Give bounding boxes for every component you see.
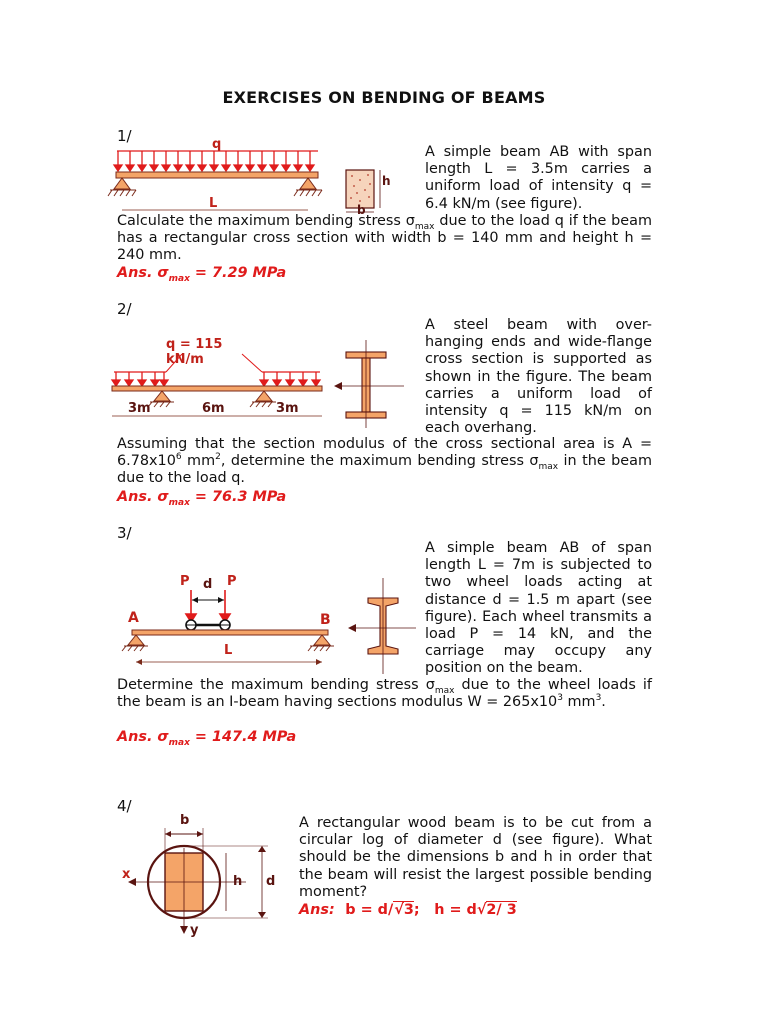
- exercise-4-number: 4/: [117, 797, 132, 815]
- exercise-1-beam-figure: [108, 138, 428, 218]
- distance-label-d: d: [203, 577, 213, 592]
- exercise-3-beam-figure: [120, 570, 420, 680]
- exercise-3-answer: Ans. $\sigma_{max} = 147.4$ MPa: [117, 729, 297, 748]
- dim-label-h: h: [233, 874, 243, 889]
- beam: [116, 172, 318, 178]
- exercise-1-number: 1/: [117, 127, 132, 145]
- exercise-4-answer: Ans: b = d/√3; h = d√2/ 3: [299, 902, 517, 918]
- answer-label: Ans:: [299, 902, 335, 918]
- wheel-loads: [186, 590, 230, 622]
- exercise-1-task: Calculate the maximum bending stress $\sigma_{max}$ due to the load q if the beam has a rectangular cross section with width b = 140 mm and height h = 240 mm.: [117, 213, 652, 264]
- dim-label-d: d: [266, 874, 276, 889]
- answer-b: b = d/: [345, 902, 394, 918]
- dim-mid: 6m: [202, 401, 225, 416]
- support-label-B: B: [320, 612, 331, 628]
- load-label-P1: P: [180, 574, 190, 589]
- height-label-h: h: [382, 174, 391, 188]
- right-support: [294, 178, 322, 196]
- span-label-L: L: [209, 196, 218, 211]
- exercise-2-task: Assuming that the section modulus of the cross sectional area is $A = 6.78x10^6$ $mm^2$, determine the maximum bending stress $\sigma_{max}$ in the beam due to the load q.: [117, 436, 652, 487]
- page-title: EXERCISES ON BENDING OF BEAMS: [222, 88, 546, 107]
- exercise-4-log-figure: [118, 808, 288, 938]
- exercise-3-number: 3/: [117, 524, 132, 542]
- left-support: [122, 635, 148, 651]
- left-support: [108, 178, 136, 196]
- width-label-b: b: [357, 203, 366, 217]
- support-1: [148, 391, 174, 407]
- exercise-2-number: 2/: [117, 300, 132, 318]
- support-label-A: A: [128, 610, 139, 626]
- dim-left: 3m: [128, 401, 151, 416]
- span-label-L: L: [224, 643, 233, 658]
- exercise-4-description: A rectangular wood beam is to be cut from a circular log of diameter d (see figure). What should be the dimensions b and h in order that the beam will resist the largest possible bending moment?: [299, 815, 652, 900]
- beam: [112, 386, 322, 391]
- support-2: [250, 391, 276, 407]
- answer-h: h = d: [434, 902, 477, 918]
- load-label-q: q: [212, 137, 222, 152]
- right-overhang-load: [242, 354, 320, 386]
- distributed-load-arrows: [114, 151, 318, 171]
- axis-label-y: y: [190, 923, 199, 938]
- load-label-P2: P: [227, 574, 237, 589]
- exercise-3-description: A simple beam AB of span length L = 7m is subjected to two wheel loads acting at distance d = 1.5 m apart (see figure). Each wheel transmits a load P = 14 kN, and the carriage may occupy any position on the beam.: [425, 540, 652, 677]
- right-support: [308, 635, 334, 651]
- dim-label-b: b: [180, 813, 190, 828]
- exercise-2-description: A steel beam with over-hanging ends and wide-flange cross section is supported as shown in the figure. The beam carries a uniform load of intensity q = 115 kN/m on each overhang.: [425, 317, 652, 437]
- exercise-2-beam-figure: [108, 332, 428, 428]
- exercise-1-answer: Ans. $\sigma_{max} = 7.29$ MPa: [117, 265, 287, 284]
- load-label-q2: kN/m: [166, 352, 204, 367]
- axis-label-x: x: [122, 867, 131, 882]
- beam: [132, 630, 328, 635]
- dim-right: 3m: [276, 401, 299, 416]
- exercise-1-description: A simple beam AB with span length L = 3.5m carries a uniform load of intensity q = 6.4 kN/m (see figure).: [425, 144, 652, 212]
- exercise-3-task: Determine the maximum bending stress $\sigma_{max}$ due to the wheel loads if the beam is an I-beam having sections modulus $W = 265x10^3$ $mm^3$.: [117, 677, 652, 711]
- load-label-q1: q = 115: [166, 337, 223, 352]
- answer-h-radical: √2/ 3: [476, 902, 517, 918]
- answer-b-radical: √3: [394, 902, 414, 918]
- exercise-2-answer: Ans. $\sigma_{max} = 76.3$ MPa: [117, 489, 287, 508]
